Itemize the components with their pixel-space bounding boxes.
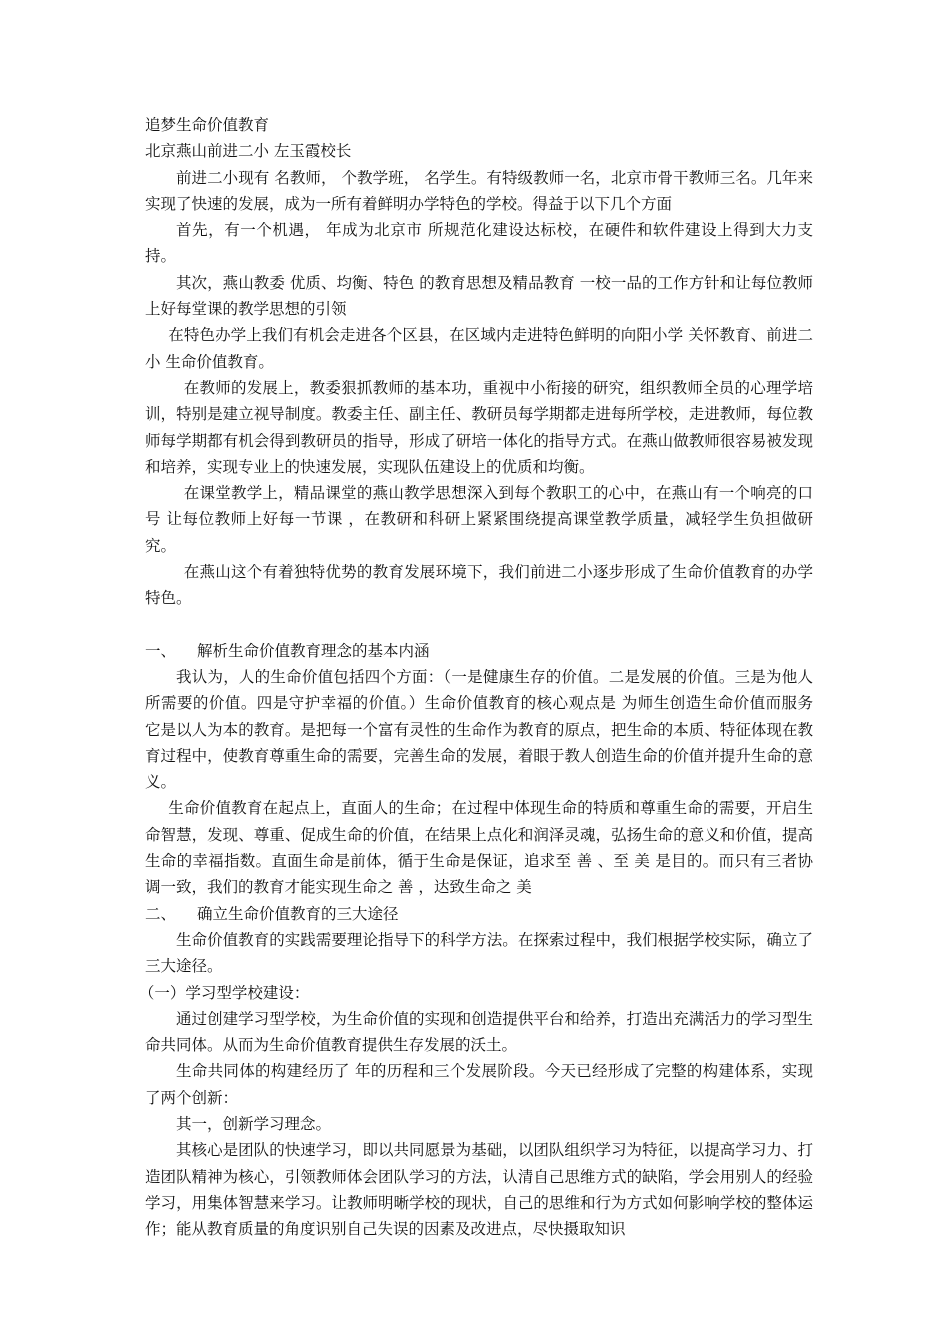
intro-paragraph: 其次，燕山教委 优质、均衡、特色 的教育思想及精品教育 一校一品的工作方针和让每位教师上好每堂课的教学思想的引领 <box>145 273 813 319</box>
intro-paragraph: 在教师的发展上，教委狠抓教师的基本功，重视中小衔接的研究，组织教师全员的心理学培训，特别是建立视导制度。教委主任、副主任、教研员每学期都走进每所学校，走进教师，每位教师每学期都有机会得到教研员的指导，形成了研培一体化的指导方式。在燕山做教师很容易被发现和培养，实现专业上的快速发展，实现队伍建设上的优质和均衡。 <box>145 378 813 476</box>
body-paragraph: 其核心是团队的快速学习，即以共同愿景为基础，以团队组织学习为特征，以提高学习力、打造团队精神为核心，引领教师体会团队学习的方法，认清自己思维方式的缺陷，学会用别人的经验学习，用集体智慧来学习。让教师明晰学校的现状，自己的思维和行为方式如何影响学校的整体运作；能从教育质量的角度识别自己失误的因素及改进点，尽快摄取知识 <box>145 1141 813 1239</box>
intro-paragraph: 在课堂教学上，精品课堂的燕山教学思想深入到每个教职工的心中，在燕山有一个响亮的口号 让每位教师上好每一节课 ，在教研和科研上紧紧围绕提高课堂教学质量，减轻学生负担做研究。 <box>145 484 813 555</box>
body-paragraph: 我认为，人的生命价值包括四个方面：（一是健康生存的价值。二是发展的价值。三是为他人所需要的价值。四是守护幸福的价值。）生命价值教育的核心观点是 为师生创造生命价值而服务 它是以人为本的教育。是把每一个富有灵性的生命作为教育的原点，把生命的本质、特征体现在教育过程中，使教育尊重生命的需要，完善生命的发展，着眼于教人创造生命的价值并提升生命的意义。 <box>145 667 813 792</box>
body-paragraph: 其一，创新学习理念。 <box>176 1114 332 1133</box>
document-page <box>138 112 813 1242</box>
body-paragraph: 通过创建学习型学校，为生命价值的实现和创造提供平台和给养，打造出充满活力的学习型生命共同体。从而为生命价值教育提供生存发展的沃土。 <box>145 1009 813 1055</box>
subsection-title: （一）学习型学校建设： <box>138 983 310 1002</box>
section-heading <box>145 638 813 664</box>
section-number: 二、 <box>145 904 177 923</box>
intro-paragraph: 首先，有一个机遇， 年成为北京市 所规范化建设达标校，在硬件和软件建设上得到大力支持。 <box>145 221 813 266</box>
section-title: 解析生命价值教育理念的基本内涵 <box>197 641 430 660</box>
intro-paragraph: 前进二小现有 名教师， 个教学班， 名学生。有特级教师一名，北京市骨干教师三名。几年来实现了快速的发展，成为一所有着鲜明办学特色的学校。得益于以下几个方面 <box>145 168 813 213</box>
body-paragraph: 生命价值教育的实践需要理论指导下的科学方法。在探索过程中，我们根据学校实际，确立了三大途径。 <box>145 930 813 976</box>
document-title: 追梦生命价值教育 <box>145 116 270 134</box>
body-paragraph: 生命价值教育在起点上，直面人的生命；在过程中体现生命的特质和尊重生命的需要，开启生命智慧，发现、尊重、促成生命的价值，在结果上点化和润泽灵魂，弘扬生命的意义和价值，提高生命的幸福指数。直面生命是前体，循于生命是保证，追求至 善 、至 美 是目的。而只有三者协调一致，我们的教育才能实现生命之 善 ，达致生命之 美 <box>145 799 813 897</box>
intro-paragraph: 在特色办学上我们有机会走进各个区县，在区域内走进特色鲜明的向阳小学 关怀教育、前进二小 生命价值教育。 <box>145 326 813 371</box>
spacer <box>145 612 813 638</box>
section-heading <box>145 901 813 927</box>
body-paragraph: 生命共同体的构建经历了 年的历程和三个发展阶段。今天已经形成了完整的构建体系，实现了两个创新： <box>145 1062 813 1107</box>
document-author: 北京燕山前进二小 左玉霞校长 <box>145 142 352 161</box>
section-title: 确立生命价值教育的三大途径 <box>197 904 399 923</box>
intro-paragraph: 在燕山这个有着独特优势的教育发展环境下，我们前进二小逐步形成了生命价值教育的办学特色。 <box>145 563 813 608</box>
section-number: 一、 <box>145 641 177 660</box>
